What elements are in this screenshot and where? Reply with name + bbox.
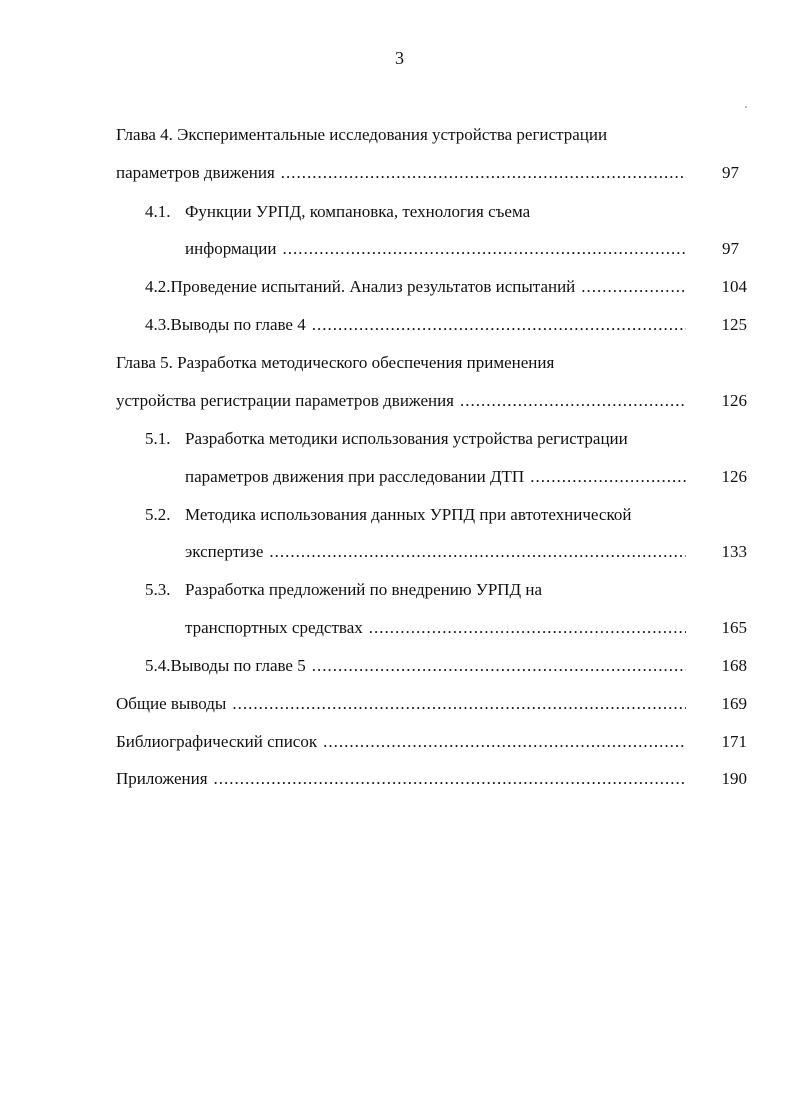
toc-entry-text: Выводы по главе 5 bbox=[170, 656, 306, 675]
dot-leader bbox=[226, 692, 686, 716]
toc-entry-text: устройства регистрации параметров движения bbox=[116, 391, 454, 410]
dot-leader bbox=[275, 161, 686, 185]
toc-page-number: 133 bbox=[721, 542, 747, 561]
dot-leader bbox=[454, 389, 686, 413]
toc-section-number: 5.3. bbox=[145, 580, 171, 599]
toc-page-number: 171 bbox=[721, 732, 747, 751]
dot-leader bbox=[363, 616, 686, 640]
toc-entry-text: параметров движения bbox=[116, 163, 275, 182]
toc-page-number: 126 bbox=[721, 391, 747, 410]
dot-leader bbox=[208, 767, 686, 791]
toc-section-number: 4.1. bbox=[145, 202, 171, 221]
toc-section-number: 5.4. bbox=[145, 656, 171, 675]
toc-entry-5-3-line1 bbox=[145, 578, 542, 602]
toc-entry-5-1-line2 bbox=[185, 465, 686, 489]
toc-entry-text: Выводы по главе 4 bbox=[170, 315, 306, 334]
toc-entry-chapter-5-title-line1 bbox=[116, 351, 554, 375]
toc-page-number: 165 bbox=[721, 618, 747, 637]
toc-entry-chapter-4-title-line1 bbox=[116, 123, 607, 147]
toc-entry-text: Глава 4. Экспериментальные исследования устройства регистрации bbox=[116, 125, 608, 144]
dot-leader bbox=[276, 237, 686, 261]
toc-entry-text: Приложения bbox=[116, 769, 208, 788]
dot-leader bbox=[263, 540, 686, 564]
toc-entry-5-2-line1 bbox=[145, 503, 631, 527]
toc-page-number: 125 bbox=[721, 315, 747, 334]
toc-entry-text: Проведение испытаний. Анализ результатов испытаний bbox=[170, 277, 576, 296]
toc-entry-bibliography bbox=[116, 730, 686, 754]
toc-entry-conclusions bbox=[116, 692, 686, 716]
toc-entry-text: Общие выводы bbox=[116, 694, 227, 713]
toc-section-number: 4.3. bbox=[145, 315, 171, 334]
toc-entry-5-4 bbox=[145, 654, 686, 678]
toc-page-number: 97 bbox=[722, 239, 739, 258]
toc-entry-chapter-5-title-line2 bbox=[116, 389, 686, 413]
toc-page-number: 190 bbox=[721, 769, 747, 788]
toc-page-number: 126 bbox=[721, 467, 747, 486]
toc-section-number: 5.1. bbox=[145, 429, 171, 448]
toc-entry-text: Библиографический список bbox=[116, 732, 318, 751]
toc-entry-appendices bbox=[116, 767, 686, 791]
dot-leader bbox=[317, 730, 686, 754]
toc-entry-5-1-line1 bbox=[145, 427, 628, 451]
toc-entry-chapter-4-title-line2 bbox=[116, 161, 686, 185]
dot-leader bbox=[524, 465, 686, 489]
toc-entry-5-3-line2 bbox=[185, 616, 686, 640]
toc-entry-text: Разработка предложений по внедрению УРПД на bbox=[185, 580, 543, 599]
toc-entry-4-2 bbox=[145, 275, 686, 299]
toc-entry-text: параметров движения при расследовании ДТП bbox=[185, 467, 525, 486]
toc-section-number: 5.2. bbox=[145, 505, 171, 524]
dot-leader bbox=[306, 654, 686, 678]
dot-leader bbox=[306, 313, 686, 337]
toc-section-number: 4.2. bbox=[145, 277, 171, 296]
toc-page-number: 97 bbox=[722, 163, 739, 182]
toc-page-number: 104 bbox=[721, 277, 747, 296]
toc-entry-text: Разработка методики использования устройства регистрации bbox=[185, 429, 628, 448]
toc-entry-text: транспортных средствах bbox=[185, 618, 363, 637]
toc-entry-text: Глава 5. Разработка методического обеспечения применения bbox=[116, 353, 555, 372]
toc-page-number: 168 bbox=[721, 656, 747, 675]
toc-entry-5-2-line2 bbox=[185, 540, 686, 564]
dot-leader bbox=[575, 275, 686, 299]
toc-entry-text: Методика использования данных УРПД при автотехнической bbox=[185, 505, 632, 524]
toc-entry-4-3 bbox=[145, 313, 686, 337]
toc-entry-4-1-line1 bbox=[145, 200, 530, 224]
toc-entry-text: экспертизе bbox=[185, 542, 264, 561]
toc-entry-text: Функции УРПД, компановка, технология съема bbox=[185, 202, 531, 221]
toc-page-number: 169 bbox=[721, 694, 747, 713]
toc-entry-text: информации bbox=[185, 239, 277, 258]
page-number: 3 bbox=[395, 48, 404, 68]
toc-entry-4-1-line2 bbox=[185, 237, 686, 261]
